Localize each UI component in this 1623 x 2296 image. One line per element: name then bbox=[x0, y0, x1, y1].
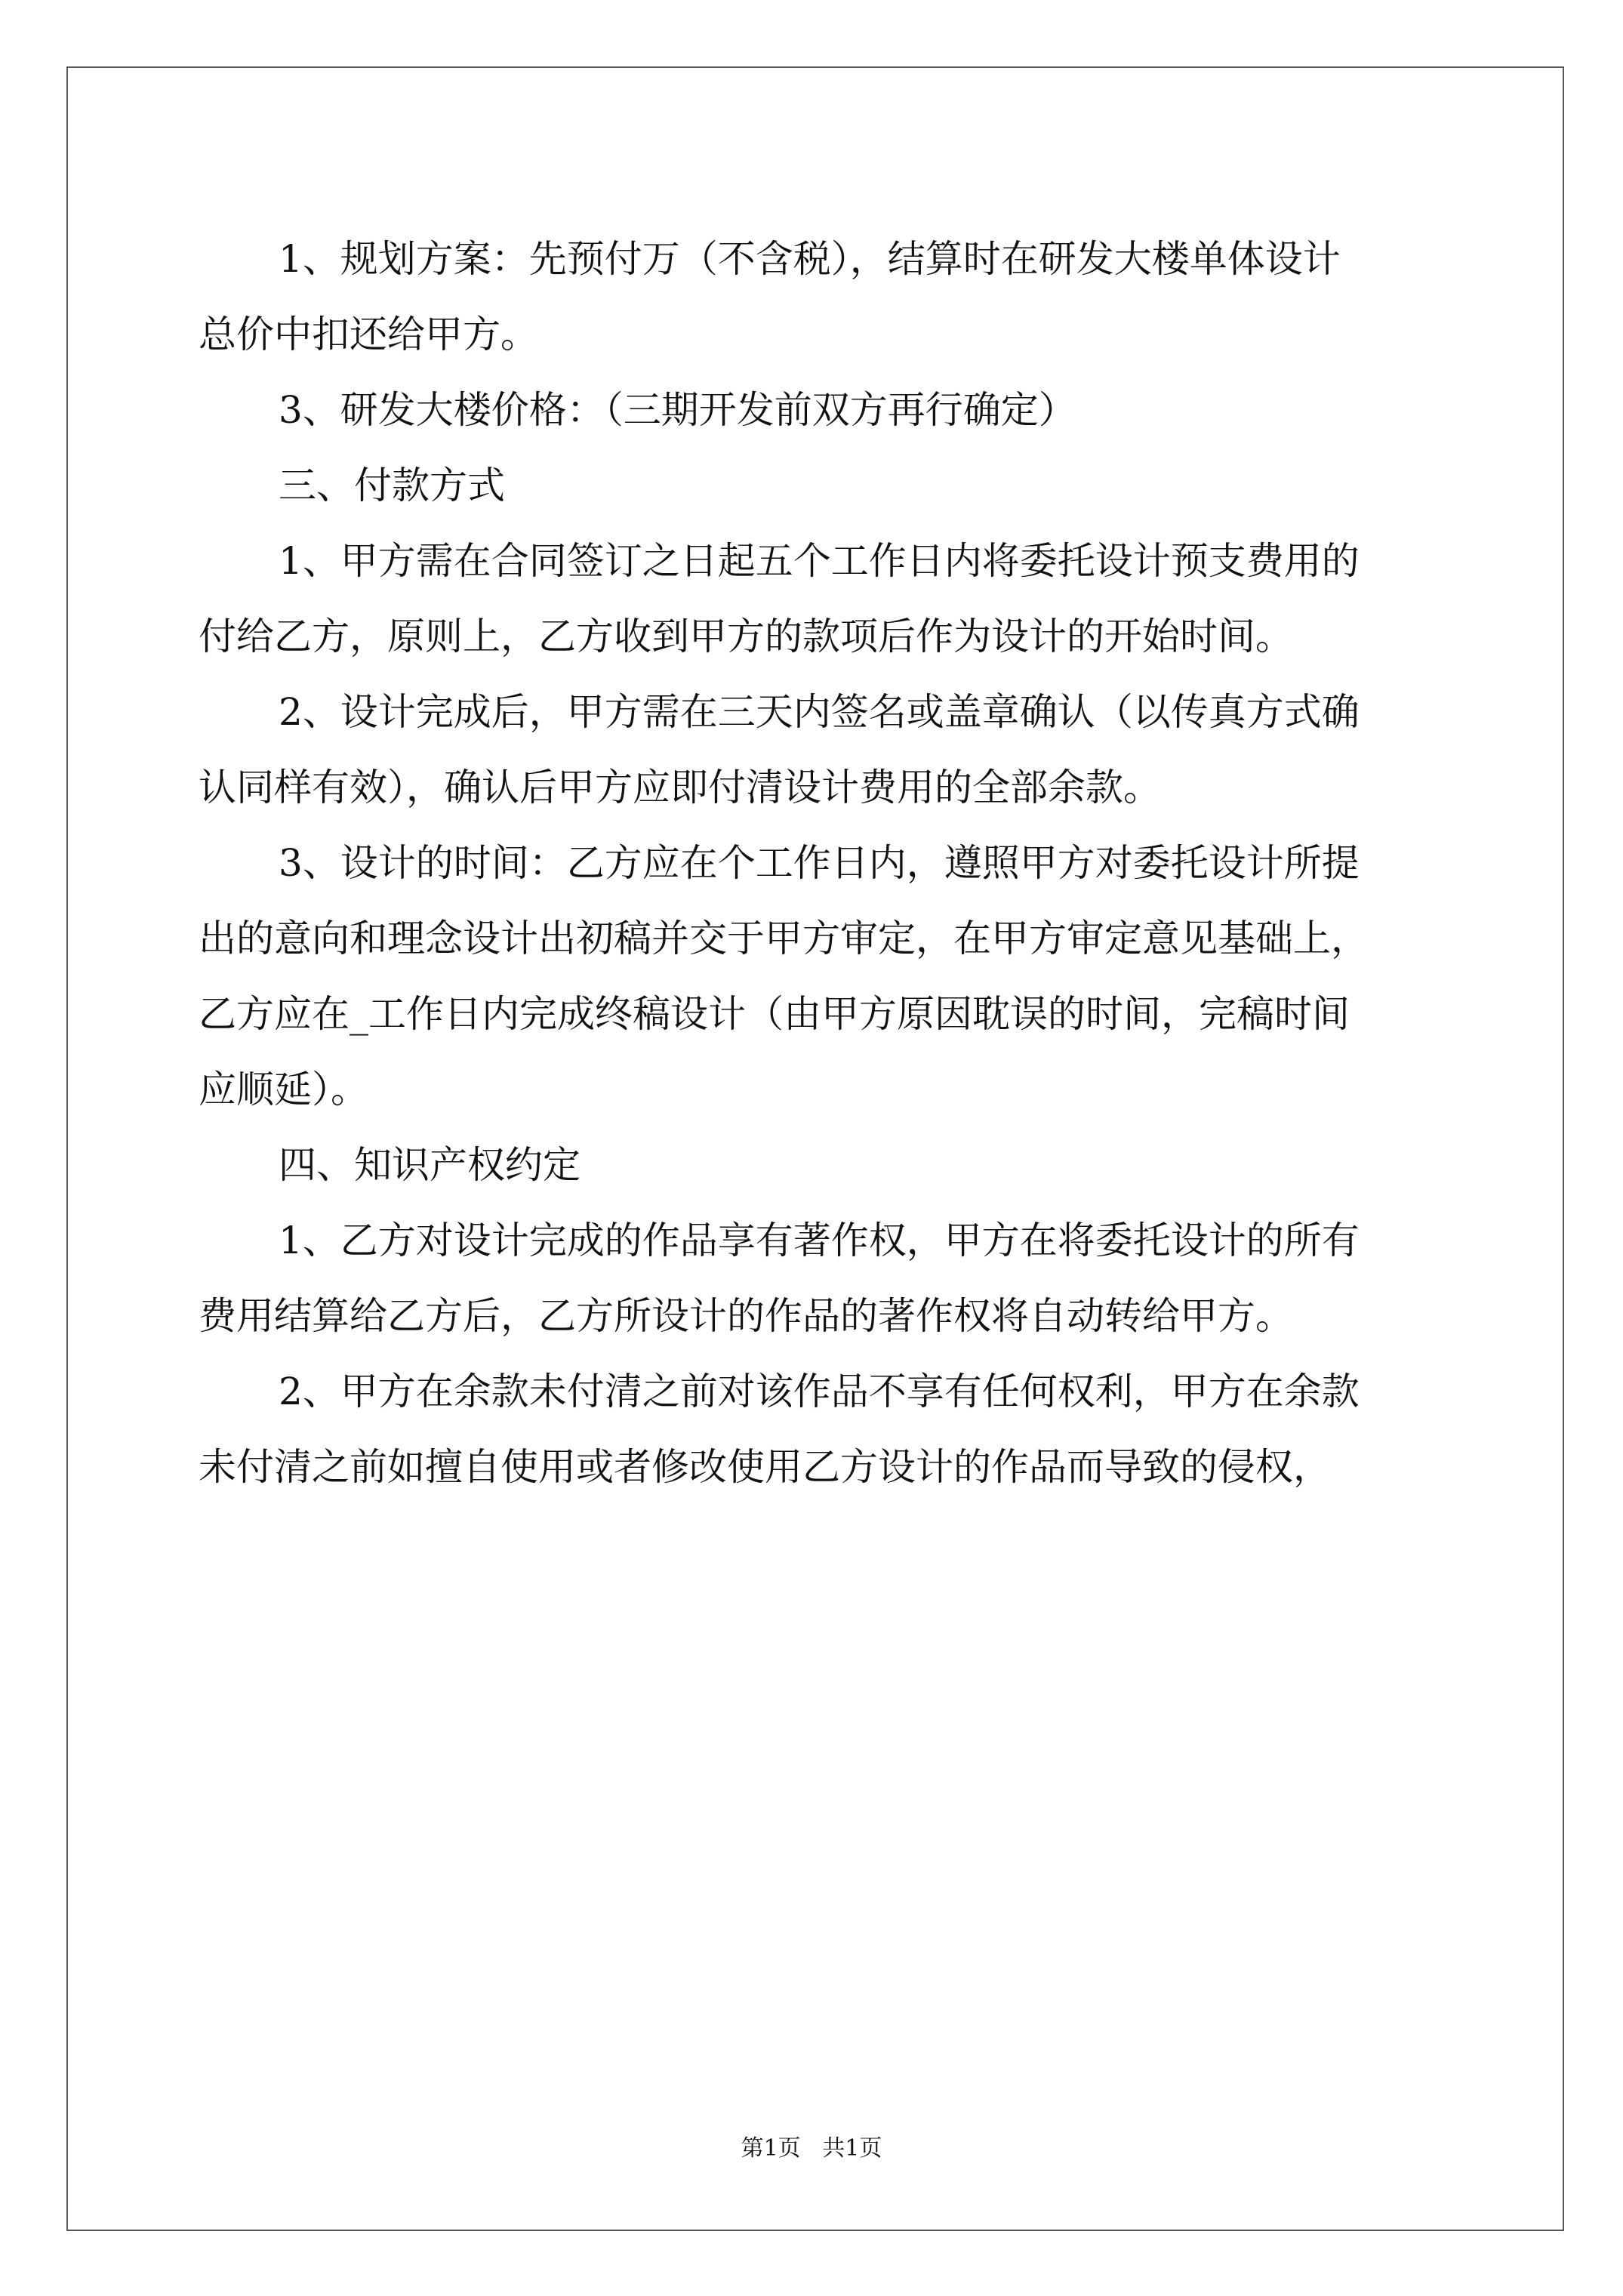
paragraph-line: 费用结算给乙方后，乙方所设计的作品的著作权将自动转给甲方。 bbox=[199, 1294, 1293, 1338]
paragraph-line: 3、研发大楼价格：（三期开发前双方再行确定） bbox=[279, 388, 1076, 432]
paragraph-line: 3、设计的时间：乙方应在个工作日内，遵照甲方对委托设计所提 bbox=[279, 841, 1360, 885]
paragraph-line: 2、甲方在余款未付清之前对该作品不享有任何权利，甲方在余款 bbox=[279, 1370, 1360, 1413]
paragraph-line: 未付清之前如擅自使用或者修改使用乙方设计的作品而导致的侵权， bbox=[199, 1445, 1331, 1489]
page-number-footer: 第1页 共1页 bbox=[741, 2135, 882, 2162]
paragraph-line: 1、规划方案：先预付万（不含税），结算时在研发大楼单体设计 bbox=[279, 237, 1341, 281]
paragraph-line: 乙方应在_工作日内完成终稿设计（由甲方原因耽误的时间，完稿时间 bbox=[199, 992, 1350, 1036]
paragraph-line: 1、乙方对设计完成的作品享有著作权，甲方在将委托设计的所有 bbox=[279, 1219, 1360, 1262]
section-heading: 四、知识产权约定 bbox=[279, 1143, 581, 1187]
paragraph-line: 1、甲方需在合同签订之日起五个工作日内将委托设计预支费用的 bbox=[279, 539, 1360, 583]
paragraph-line: 总价中扣还给甲方。 bbox=[199, 313, 538, 356]
paragraph-line: 出的意向和理念设计出初稿并交于甲方审定，在甲方审定意见基础上， bbox=[199, 917, 1369, 960]
paragraph-line: 应顺延）。 bbox=[199, 1068, 368, 1111]
paragraph-line: 2、设计完成后，甲方需在三天内签名或盖章确认（以传真方式确 bbox=[279, 690, 1360, 734]
paragraph-line: 认同样有效），确认后甲方应即付清设计费用的全部余款。 bbox=[199, 766, 1161, 809]
paragraph-line: 付给乙方，原则上，乙方收到甲方的款项后作为设计的开始时间。 bbox=[199, 615, 1293, 658]
section-heading: 三、付款方式 bbox=[279, 464, 505, 507]
